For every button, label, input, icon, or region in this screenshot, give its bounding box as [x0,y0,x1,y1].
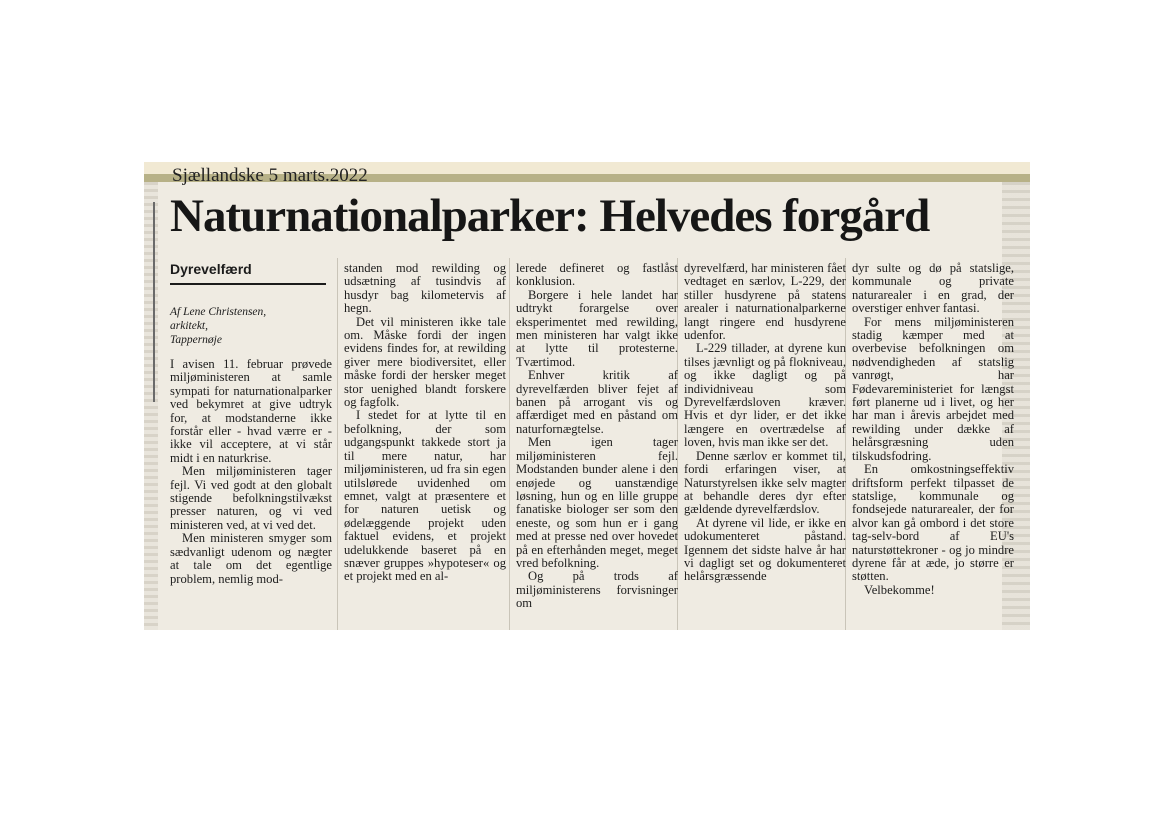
adjacent-column-left [144,182,158,630]
paragraph: Borgere i hele landet har udtrykt forargelse over eksperimentet med rewilding, men ministeren har valgt ikke at lytte til protesterne. Tværtimod. [516,287,678,369]
paragraph: L-229 tillader, at dyrene kun tilses jævnligt og på flokniveau, og ikke dagligt og på individniveau som Dyrevelfærdsloven kræver. Hvis et dyr lider, er det ikke længere en overtrædelse af loven, hvis man ikke ser det. [684,341,846,450]
kicker-rule [170,283,326,285]
column-gutter [337,258,338,630]
paragraph: dyr sulte og dø på statslige, kommunale og private naturarealer i en grad, der overstiger enhver fantasi. [852,261,1014,316]
paragraph: En omkostningseffektiv driftsform perfekt tilpasset de statslige, kommunale og fondsejede naturarealer, der for alvor kan gå ombord i det store tag-selv-bord af EU's naturstøttekroner - og jo mindre dyrene får at æde, jo større er støtten. [852,462,1014,584]
article-column-1 [170,358,332,586]
byline-author: Af Lene Christensen, [170,306,267,318]
byline [170,305,330,347]
paragraph: Denne særlov er kommet til, fordi erfaringen viser, at Naturstyrelsen ikke selv magter at behandle deres dyr efter gældende dyrevelfærdslov. [684,448,846,517]
paragraph: standen mod rewilding og udsætning af tusindvis af husdyr bag kilometervis af hegn. [344,261,506,316]
paragraph: Men igen tager miljøministeren fejl. Modstanden bunder alene i den enøjede og uanstændige løsning, hun og en lille gruppe fanatiske biologer ser som den eneste, og som hun er i gang med at presse ned over hovedet på en efterhånden meget, meget vred befolkning. [516,435,678,570]
paragraph: Det vil ministeren ikke tale om. Måske fordi der ingen evidens findes for, at rewilding giver mere biodiversitet, eller måske fordi der hersker meget stor uenighed blandt forskere og fagfolk. [344,314,506,410]
paragraph: For mens miljøministeren stadig kæmper med at overbevise befolkningen om nødvendigheden af statslig vanrøgt, har Fødevareministeriet for længst ført planerne ud i livet, og her har man i årevis arbejdet med rewilding under dække af helårsgræsning uden tilskudsfodring. [852,314,1014,463]
paragraph: dyrevelfærd, har ministeren fået vedtaget en særlov, L-229, der stiller husdyrene på statens arealer i naturnationalparkerne langt ringere end husdyrene udenfor. [684,261,846,343]
article-column-5 [852,262,1014,597]
byline-title: arkitekt, [170,320,208,332]
paragraph: lerede defineret og fastlåst konklusion. [516,261,678,289]
article-column-3 [516,262,678,611]
paragraph: Men miljøministeren tager fejl. Vi ved godt at den globalt stigende befolkningstilvækst presser naturen, og vi ved ministeren ved, at vi ved det. [170,464,332,532]
paragraph: I stedet for at lytte til en befolkning, der som udgangspunkt takkede stort ja til mere natur, har miljøministeren, ud fra sin egen utilslørede uvidenhed om emnet, valgt at præsentere et for naturen uetisk og ødelæggende projekt uden faktuel evidens, et projekt udelukkende baseret på en snæver gruppes »hypoteser« og et projekt med en al- [344,408,506,584]
article-column-2 [344,262,506,584]
paragraph: Men ministeren smyger som sædvanligt udenom og nægter at tale om det egentlige problem, nemlig mod- [170,531,332,586]
paragraph: At dyrene vil lide, er ikke en udokumenteret påstand. Igennem det sidste halve år har vi dagligt set og dokumenteret helårsgræssende [684,515,846,584]
source-label: Sjællandske 5 marts.2022 [172,165,368,186]
column-rule [153,202,155,402]
column-gutter [509,258,510,630]
article-column-4 [684,262,846,584]
byline-place: Tappernøje [170,334,222,346]
paragraph: Enhver kritik af dyrevelfærden bliver fejet af banen på arrogant vis og affærdiget med en påstand om naturfornægtelse. [516,368,678,436]
section-kicker: Dyrevelfærd [170,261,252,277]
paragraph: Velbekomme! [864,582,935,597]
paragraph: I avisen 11. februar prøvede miljøministeren at samle sympati for naturnationalparker ved bekymret at give udtryk for, at modstanderne ikke forstår eller - hvad værre er - ikke vil acceptere, at vi står midt i en naturkrise. [170,357,332,465]
headline: Naturnationalparker: Helvedes forgård [170,190,930,242]
paragraph: Og på trods af miljøministerens forvisninger om [516,569,678,611]
newspaper-clipping [144,162,1030,630]
